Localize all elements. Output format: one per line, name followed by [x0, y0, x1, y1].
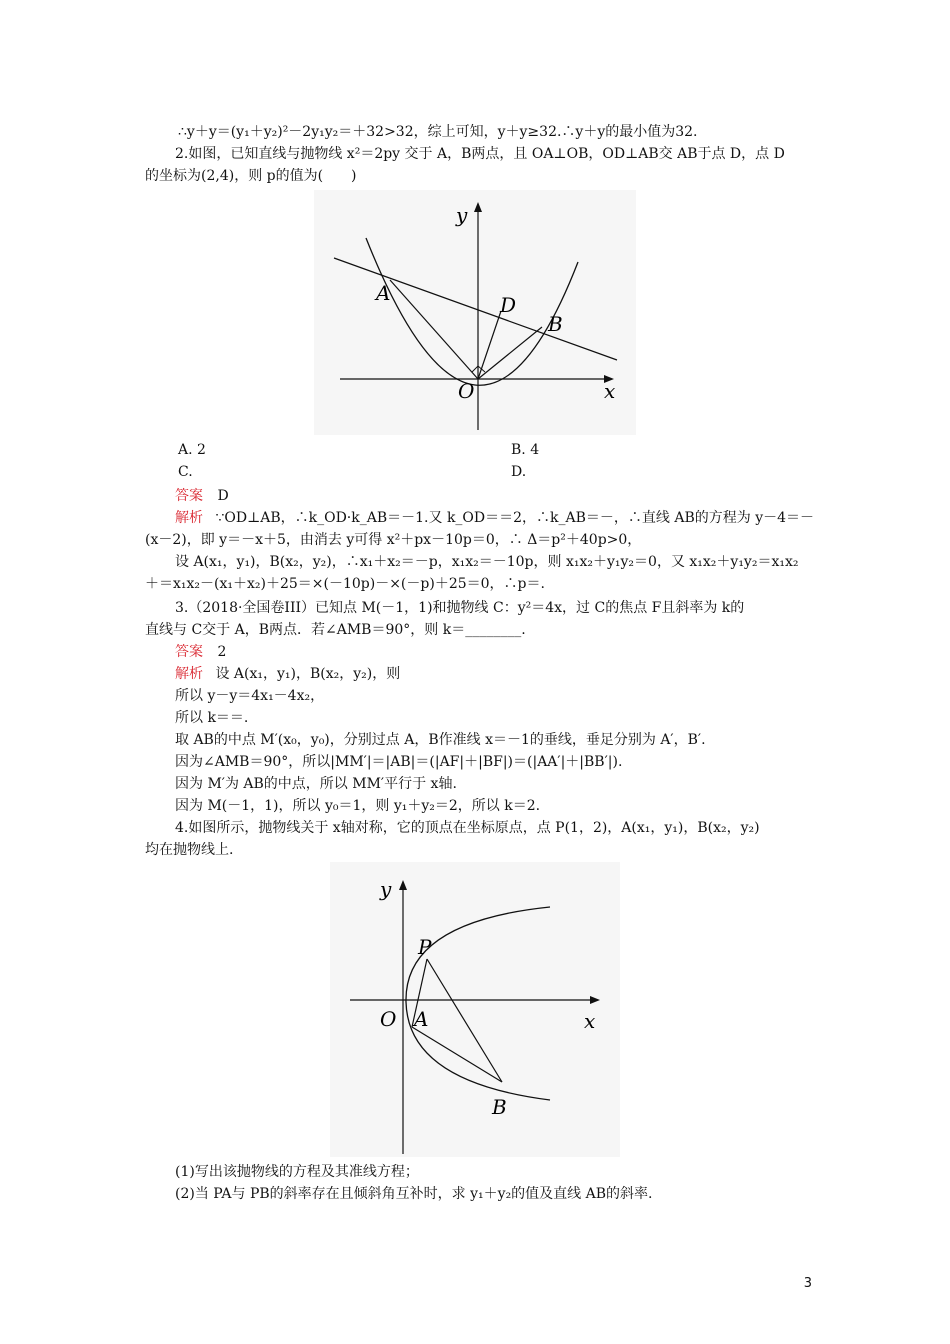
answer-label: 答案: [175, 488, 203, 504]
fig1-label-y: y: [456, 203, 468, 227]
fig1-label-b: B: [548, 312, 563, 336]
analysis-3-line-c: 所以 k＝＝.: [175, 710, 249, 726]
answer-3-line: [175, 642, 845, 662]
analysis-label-3: 解析: [175, 666, 203, 682]
analysis-3-line-f: 因为 M′为 AB的中点，所以 MM′平行于 x轴.: [175, 776, 457, 792]
fig2-label-a: A: [414, 1007, 429, 1031]
q4-line-b: 均在抛物线上.: [145, 842, 234, 858]
fig1-label-a: A: [376, 281, 391, 305]
analysis-2-line-c: 设 A(x₁，y₁)，B(x₂，y₂)，∴x₁＋x₂＝－p，x₁x₂＝－10p，则 x₁x₂＋y₁y₂＝0，又 x₁x₂＋y₁y₂＝x₁x₂: [175, 554, 799, 570]
q2-line-a: 2.如图，已知直线与抛物线 x²＝2py 交于 A，B两点，且 OA⊥OB，OD⊥AB交 AB于点 D，点 D: [175, 146, 785, 162]
answer-2-value: D: [217, 488, 229, 504]
analysis-3-line-d: 取 AB的中点 M′(x₀，y₀)，分别过点 A，B作准线 x＝－1的垂线，垂足分别为 A′，B′.: [175, 732, 706, 748]
analysis-label: 解析: [175, 510, 203, 526]
analysis-2-line-a: [175, 508, 845, 528]
q2-line-b: 的坐标为(2,4)，则 p的值为( ): [145, 168, 357, 184]
analysis-2-line-d: ＋＝x₁x₂－(x₁＋x₂)＋25＝×(－10p)－×(－p)＋25＝0，∴p＝.: [145, 576, 545, 592]
option-b: B. 4: [511, 442, 540, 458]
analysis-3-line-g: 因为 M(－1，1)，所以 y₀＝1，则 y₁＋y₂＝2，所以 k＝2.: [175, 798, 541, 814]
analysis-3-line-a: [175, 664, 845, 684]
fig2-label-x: x: [584, 1009, 596, 1033]
fig1-label-d: D: [500, 293, 517, 317]
analysis-2-line-b: (x－2)，即 y＝－x＋5，由消去 y可得 x²＋px－10p＝0，∴ Δ＝p²＋40p>0，: [145, 532, 642, 548]
answer-3-value: 2: [217, 644, 227, 660]
fig2-label-o: O: [380, 1007, 397, 1031]
option-a: A. 2: [178, 442, 206, 458]
analysis-2-text-a: ∵OD⊥AB，∴k_OD·k_AB＝－1.又 k_OD＝＝2，∴k_AB＝－，∴直线 AB的方程为 y－4＝－: [215, 510, 815, 526]
figure-1: [314, 190, 636, 435]
q3-line-b: 直线与 C交于 A，B两点．若∠AMB＝90°，则 k＝________.: [145, 622, 526, 638]
fig2-label-y: y: [380, 877, 392, 901]
fig1-label-o: O: [458, 379, 475, 403]
answer-2-line: [175, 486, 845, 506]
page-number: 3: [803, 1276, 812, 1291]
q4-line-a: 4.如图所示，抛物线关于 x轴对称，它的顶点在坐标原点，点 P(1，2)，A(x₁，y₁)，B(x₂，y₂): [175, 820, 760, 836]
fig2-label-b: B: [492, 1095, 507, 1119]
q4-line-c: (1)写出该抛物线的方程及其准线方程；: [175, 1164, 419, 1180]
analysis-3-text-a: 设 A(x₁，y₁)，B(x₂，y₂)，则: [215, 666, 401, 682]
answer-label-3: 答案: [175, 644, 203, 660]
figure-2: [330, 862, 620, 1157]
fig2-label-p: P: [418, 935, 432, 959]
analysis-3-line-b: 所以 y－y＝4x₁－4x₂，: [175, 688, 325, 704]
fig1-label-x: x: [604, 379, 616, 403]
option-d: D.: [511, 464, 527, 480]
line-1: ∴y＋y＝(y₁＋y₂)²－2y₁y₂＝＋32>32，综上可知，y＋y≥32.∴y＋y的最小值为32.: [178, 124, 698, 140]
analysis-3-line-e: 因为∠AMB＝90°，所以|MM′|＝|AB|＝(|AF|＋|BF|)＝(|AA′|＋|BB′|).: [175, 754, 623, 770]
q4-line-d: (2)当 PA与 PB的斜率存在且倾斜角互补时，求 y₁＋y₂的值及直线 AB的斜率.: [175, 1186, 653, 1202]
option-c: C.: [178, 464, 193, 480]
q3-line-a: 3.（2018·全国卷III）已知点 M(－1，1)和抛物线 C：y²＝4x，过 C的焦点 F且斜率为 k的: [175, 600, 745, 616]
